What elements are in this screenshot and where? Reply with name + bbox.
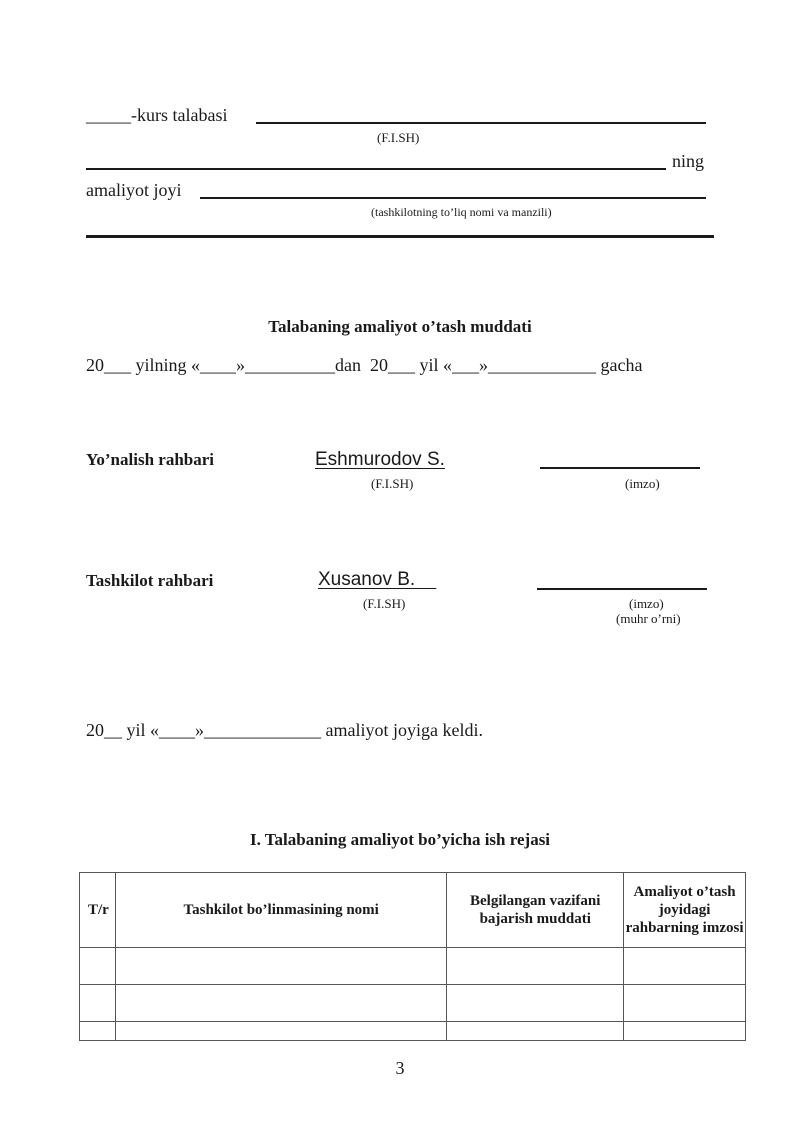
table-cell <box>80 948 116 985</box>
table-cell <box>447 985 624 1022</box>
workplace-line <box>200 197 706 199</box>
col-deadline-header: Belgilangan vazifani bajarish muddati <box>447 873 624 948</box>
student-name-line-2 <box>86 168 666 170</box>
direction-supervisor-name: Eshmurodov S. <box>315 449 445 470</box>
col-number-header: T/r <box>80 873 116 948</box>
arrival-line: 20__ yil «____»_____________ amaliyot joyiga keldi. <box>86 720 483 740</box>
col-signature-header: Amaliyot o’tash joyidagi rahbarning imzosi <box>624 873 746 948</box>
period-line: 20___ yilning «____»__________dan 20___ yil «___»____________ gacha <box>86 355 643 375</box>
organization-signature-hint: (imzo) <box>629 596 664 611</box>
table-cell <box>115 985 446 1022</box>
plan-title: I. Talabaning amaliyot bo’yicha ish rejasi <box>249 830 551 849</box>
organization-supervisor-name: Xusanov B. <box>318 569 437 590</box>
col-division-header: Tashkilot bo’linmasining nomi <box>115 873 446 948</box>
organization-name-hint: (F.I.SH) <box>363 596 406 611</box>
student-name-hint: (F.I.SH) <box>377 130 420 145</box>
table-cell <box>624 1022 746 1041</box>
table-row <box>80 1022 746 1041</box>
course-label: _____-kurs talabasi <box>86 105 228 125</box>
ning-suffix: ning <box>672 151 705 171</box>
table-row <box>80 985 746 1022</box>
table-cell <box>115 1022 446 1041</box>
workplace-hint: (tashkilotning to’liq nomi va manzili) <box>371 205 552 219</box>
table-cell <box>447 948 624 985</box>
table-row <box>80 948 746 985</box>
plan-table <box>79 872 746 1041</box>
student-name-line <box>256 122 706 124</box>
table-cell <box>447 1022 624 1041</box>
section-divider <box>86 235 714 238</box>
direction-signature-line <box>540 467 700 469</box>
workplace-label: amaliyot joyi <box>86 180 182 200</box>
table-cell <box>80 985 116 1022</box>
table-cell <box>624 985 746 1022</box>
organization-supervisor-label: Tashkilot rahbari <box>86 571 214 590</box>
direction-signature-hint: (imzo) <box>625 476 660 491</box>
organization-signature-line <box>537 588 707 590</box>
direction-supervisor-label: Yo’nalish rahbari <box>86 450 214 469</box>
stamp-hint: (muhr o’rni) <box>616 611 681 626</box>
period-title: Talabaning amaliyot o’tash muddati <box>268 317 532 336</box>
page-number: 3 <box>395 1058 405 1078</box>
table-cell <box>80 1022 116 1041</box>
table-cell <box>115 948 446 985</box>
direction-name-hint: (F.I.SH) <box>371 476 414 491</box>
plan-header-row <box>80 873 746 948</box>
table-cell <box>624 948 746 985</box>
